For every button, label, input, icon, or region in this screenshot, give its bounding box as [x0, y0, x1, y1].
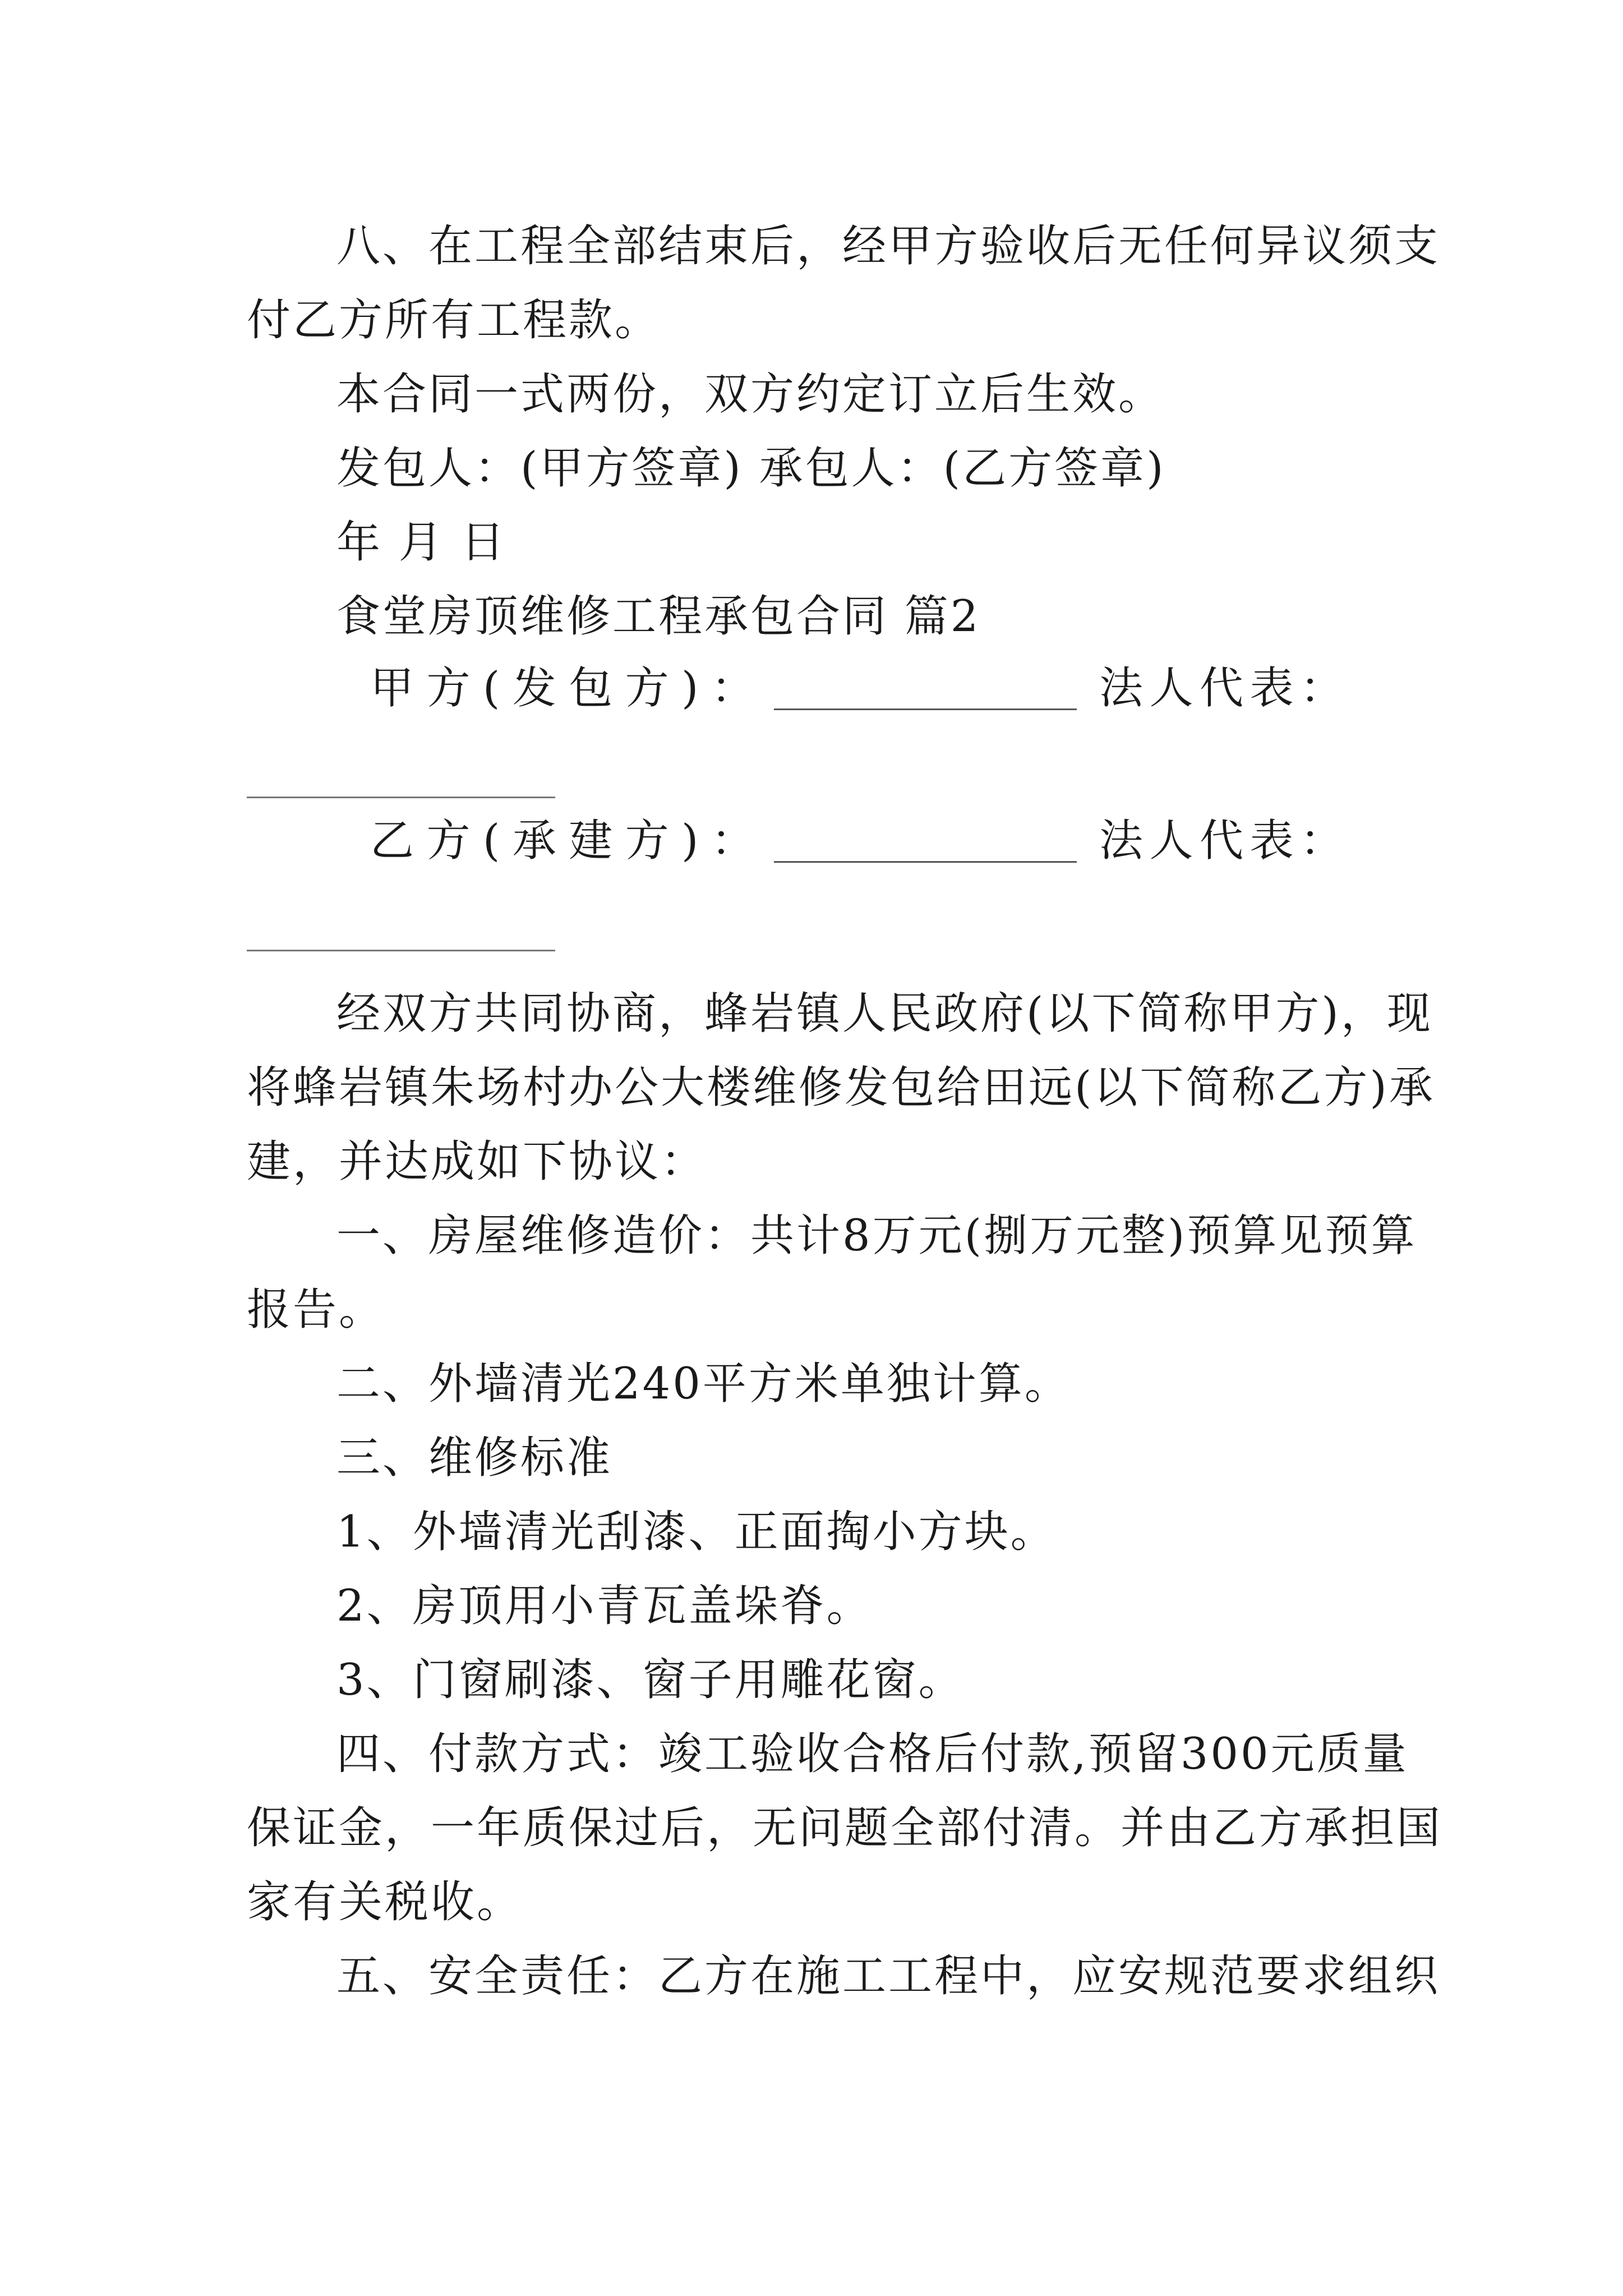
paragraph-line: 2、房顶用小青瓦盖垛脊。 [336, 1581, 873, 1631]
party-b-rep-blank [247, 950, 555, 951]
party-a-blank [774, 675, 1077, 710]
party-b-rep-label: 法 人 代 表 ： [1099, 816, 1346, 866]
party-a-label: 甲 方 ( 发 包 方 ) ： [370, 663, 757, 714]
party-b-blank [774, 827, 1077, 863]
paragraph-line: 八、在工程全部结束后，经甲方验收后无任何异议须支 [336, 221, 1441, 272]
paragraph-line: 将蜂岩镇朱场村办公大楼维修发包给田远(以下简称乙方)承 [247, 1062, 1435, 1113]
signature-line: 发包人：(甲方签章) 承包人：(乙方签章) [336, 443, 1166, 494]
paragraph-line: 经双方共同协商，蜂岩镇人民政府(以下简称甲方)，现 [336, 988, 1433, 1039]
paragraph-line: 建，并达成如下协议： [247, 1137, 707, 1187]
paragraph-line: 三、维修标准 [336, 1433, 613, 1483]
paragraph-line: 家有关税收。 [247, 1877, 523, 1927]
party-a-row [370, 663, 1374, 714]
paragraph-line: 本合同一式两份，双方约定订立后生效。 [336, 369, 1165, 420]
paragraph-line: 1、外墙清光刮漆、正面掏小方块。 [336, 1507, 1057, 1557]
paragraph-line: 五、安全责任：乙方在施工工程中，应安规范要求组织 [336, 1951, 1441, 2001]
paragraph-line: 保证金，一年质保过后，无问题全部付清。并由乙方承担国 [247, 1803, 1443, 1853]
party-b-label: 乙 方 ( 承 建 方 ) ： [370, 816, 757, 866]
paragraph-line: 一、房屋维修造价：共计8万元(捌万元整)预算见预算 [336, 1211, 1417, 1261]
section-title: 食堂房顶维修工程承包合同 篇2 [336, 591, 981, 642]
paragraph-line: 二、外墙清光240平方米单独计算。 [336, 1359, 1071, 1409]
paragraph-line: 四、付款方式：竣工验收合格后付款,预留300元质量 [336, 1729, 1409, 1779]
paragraph-line: 3、门窗刷漆、窗子用雕花窗。 [336, 1655, 965, 1705]
party-b-row [370, 816, 1374, 866]
date-line: 年 月 日 [336, 517, 507, 568]
party-a-rep-blank [247, 797, 555, 798]
paragraph-line: 报告。 [247, 1285, 385, 1335]
paragraph-line: 付乙方所有工程款。 [247, 295, 661, 346]
party-a-rep-label: 法 人 代 表 ： [1099, 663, 1346, 714]
